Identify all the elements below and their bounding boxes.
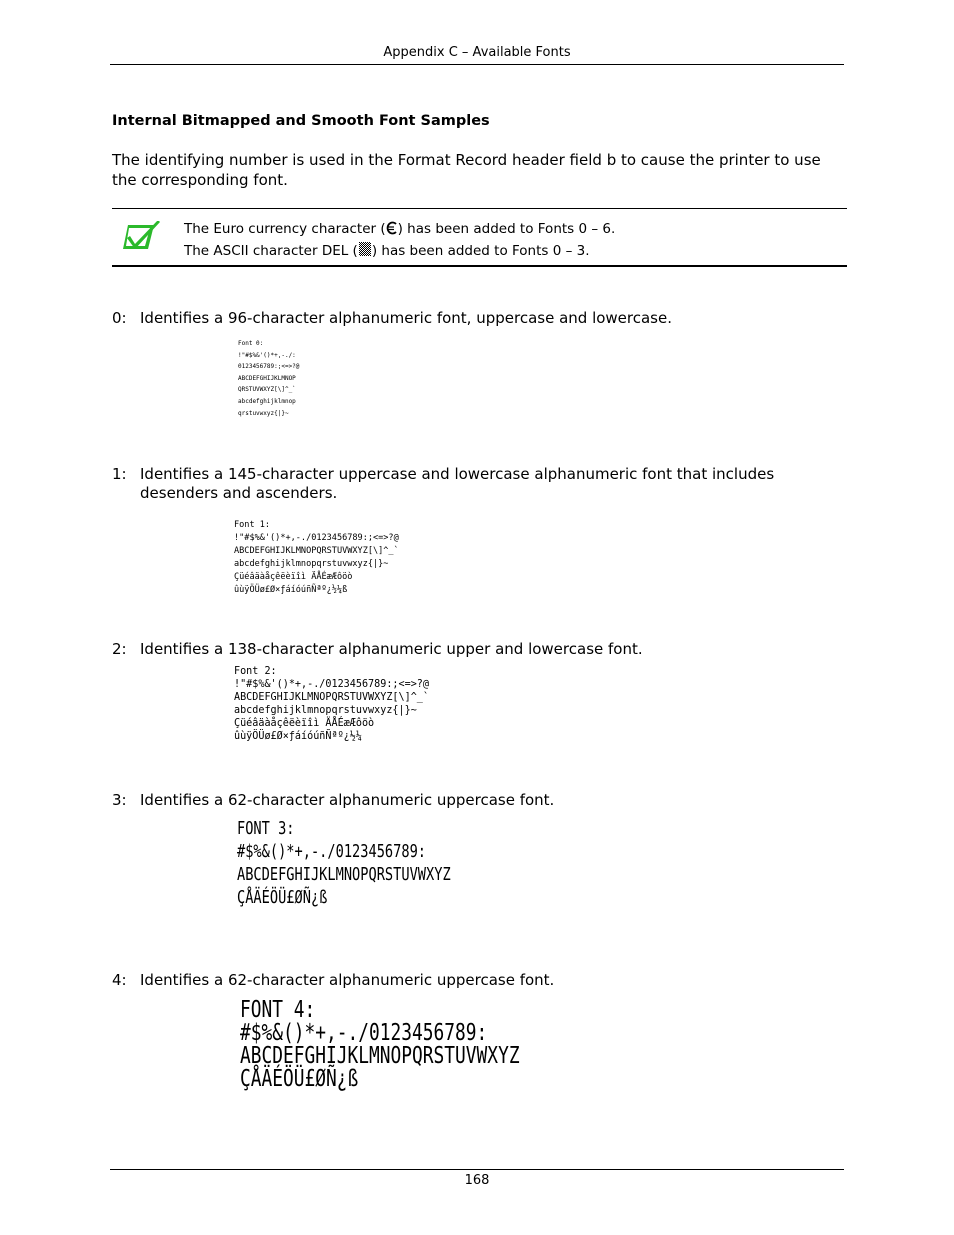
sample-line: !"#$%&'()*+,-./: [238,351,296,359]
font-item-1 [112,465,847,503]
sample-line: ÇÅÄÉÖÜ£ØÑ¿ß [240,1064,359,1092]
sample-line: ÇÅÄÉÖÜ£ØÑ¿ß [237,888,328,908]
sample-line: abcdefghijklmnop [238,397,296,405]
note-line-del [184,241,590,261]
sample-line: 0123456789:;<=>?@ [238,363,300,371]
sample-line: abcdefghijklmnopqrstuvwxyz{|}~ [234,703,417,716]
section-title: Internal Bitmapped and Smooth Font Samples [112,113,490,129]
font-3-sample [237,818,451,910]
note-line1-before: The Euro currency character ( [184,221,386,237]
font-item-3 [112,791,554,810]
sample-line: QRSTUVWXYZ[\]^_` [238,386,296,394]
font-0-sample [238,338,299,419]
font-description: Identifies a 96-character alphanumeric font, uppercase and lowercase. [140,309,672,327]
note-line2-before: The ASCII character DEL ( [184,243,358,259]
sample-line: !"#$%&'()*+,-./0123456789:;<=>?@ [234,677,429,690]
note-line-euro [184,221,615,239]
sample-line: ABCDEFGHIJKLMNOPQRSTUVWXYZ[\]^_` [234,546,399,556]
page-header: Appendix C – Available Fonts [383,45,571,60]
sample-line: ABCDEFGHIJKLMNOP [238,374,296,382]
font-item-4 [112,971,554,990]
sample-line: abcdefghijklmnopqrstuvwxyz{|}~ [234,559,389,569]
font-description: Identifies a 62-character alphanumeric uppercase font. [140,971,555,989]
font-item-0 [112,309,672,328]
sample-line: qrstuvwxyz{|}~ [238,409,289,417]
font-number: 2: [112,640,127,658]
sample-line: ûùÿÖÜø£Ø×ƒáíóúñÑªº¿½¼ [234,729,362,742]
font-number: 4: [112,971,127,989]
font-number: 1: [112,465,127,483]
header-rule [110,64,844,65]
del-glyph-icon [358,241,372,261]
checkmark-note-icon [122,221,160,253]
intro-paragraph: The identifying number is used in the Format Record header field b to cause the printer to use the corresponding font. [112,151,821,189]
sample-line: #$%&()*+,-./0123456789: [237,842,427,862]
font-description: Identifies a 145-character uppercase and lowercase alphanumeric font that includes desenders and ascenders. [140,465,775,502]
sample-line: Font 0: [238,340,264,347]
font-description: Identifies a 138-character alphanumeric upper and lowercase font. [140,640,643,658]
font-4-sample [240,995,520,1092]
page-number: 168 [464,1173,490,1188]
font-1-sample [234,519,399,597]
sample-line: Font 1: [234,520,271,530]
font-number: 0: [112,309,127,327]
font-number: 3: [112,791,127,809]
sample-line: FONT 3: [237,819,295,839]
note-box [112,208,847,267]
sample-line: FONT 4: [240,995,316,1023]
sample-line: Çüéâäàåçêëèïîì ÄÅÉæÆôöò [234,716,375,729]
font-2-sample [234,664,429,742]
sample-line: ABCDEFGHIJKLMNOPQRSTUVWXYZ [240,1041,520,1069]
sample-line: Font 2: [234,664,277,677]
sample-line: Çüéâäàåçêëèïîì ÄÅÉæÆôöò [234,572,353,582]
note-line1-after: ) has been added to Fonts 0 – 6. [397,221,616,237]
font-item-2 [112,640,643,659]
euro-glyph-icon [386,221,398,239]
sample-line: #$%&()*+,-./0123456789: [240,1018,488,1046]
sample-line: ABCDEFGHIJKLMNOPQRSTUVWXYZ [237,865,451,885]
sample-line: ABCDEFGHIJKLMNOPQRSTUVWXYZ[\]^_` [234,690,429,703]
sample-line: !"#$%&'()*+,-./0123456789:;<=>?@ [234,533,399,543]
font-description: Identifies a 62-character alphanumeric uppercase font. [140,791,555,809]
sample-line: ûùÿÖÜø£Ø×ƒáíóúñÑªº¿½¼ß [234,585,348,595]
note-line2-after: ) has been added to Fonts 0 – 3. [371,243,590,259]
footer-rule [110,1169,844,1170]
